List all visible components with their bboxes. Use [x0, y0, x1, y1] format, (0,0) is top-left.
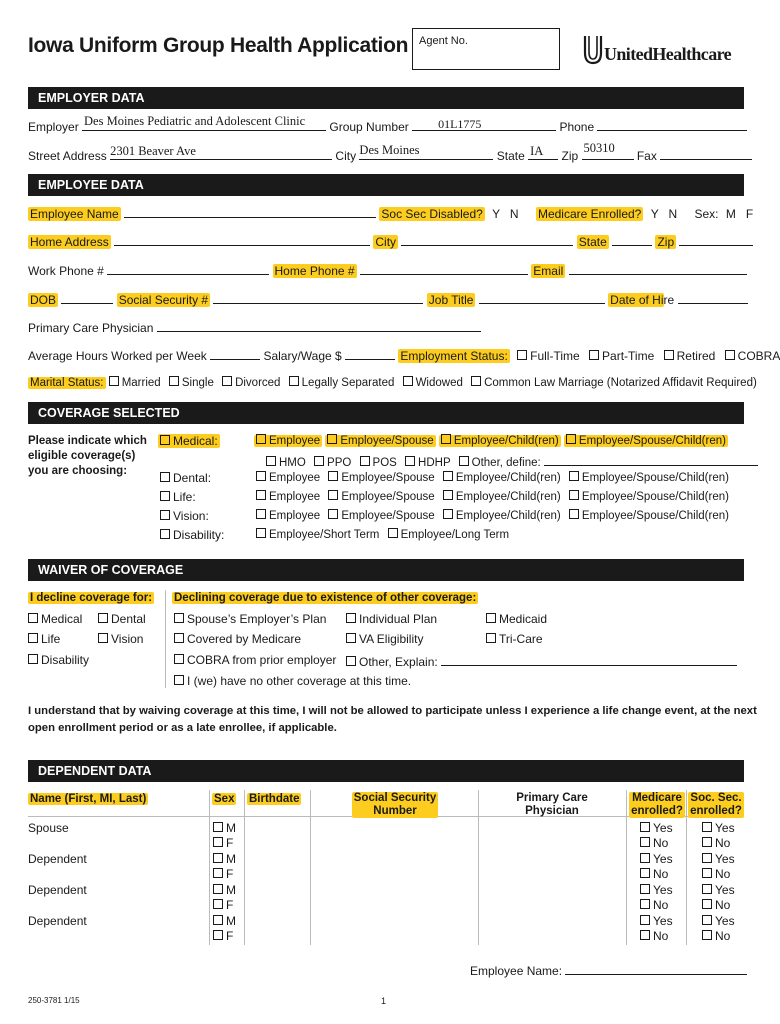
- checkbox-icon: [405, 456, 415, 466]
- employee-zip-label: Zip: [657, 235, 675, 249]
- col-header-medicare: Medicare enrolled?: [631, 792, 683, 817]
- checkbox-icon: [160, 491, 170, 501]
- dependent-sex-options[interactable]: M F: [213, 914, 236, 944]
- life-tier-employee-spouse[interactable]: Employee/Spouse: [328, 491, 434, 503]
- reason-tricare[interactable]: Tri-Care: [486, 632, 543, 646]
- dependent-socsec-options[interactable]: Yes No: [702, 821, 735, 851]
- dependent-sex-options[interactable]: M F: [213, 852, 236, 882]
- employee-state-label: State: [578, 235, 607, 249]
- dependent-medicare-options[interactable]: Yes No: [640, 883, 673, 913]
- ssn-field[interactable]: [213, 291, 423, 304]
- zip-field[interactable]: [582, 141, 634, 160]
- checkbox-icon: [569, 471, 579, 481]
- disability-short-term[interactable]: Employee/Short Term: [256, 529, 379, 541]
- employment-option-part-time[interactable]: Part-Time: [589, 349, 654, 363]
- checkbox-icon: [702, 853, 712, 863]
- col-divider: [478, 790, 479, 945]
- col-divider: [310, 790, 311, 945]
- checkbox-icon: [725, 350, 735, 360]
- medical-tier-employee[interactable]: Employee: [254, 435, 322, 447]
- col-header-birthdate: Birthdate: [249, 793, 300, 805]
- dental-tier-employee-spouse-children[interactable]: Employee/Spouse/Child(ren): [569, 472, 729, 484]
- vision-tier-employee-spouse-children[interactable]: Employee/Spouse/Child(ren): [569, 510, 729, 522]
- sex-options[interactable]: M F: [725, 207, 754, 221]
- coverage-instruction: Please indicate which eligible coverage(s) you are choosing:: [28, 435, 147, 477]
- phone-field[interactable]: [597, 118, 747, 131]
- decline-vision[interactable]: Vision: [98, 632, 143, 646]
- employee-city-label: City: [375, 235, 397, 249]
- dependent-medicare-options[interactable]: Yes No: [640, 852, 673, 882]
- checkbox-icon: [213, 822, 223, 832]
- street-address-field[interactable]: [110, 144, 332, 160]
- state-field[interactable]: [528, 144, 558, 160]
- decline-label: I decline coverage for:: [30, 592, 153, 604]
- reason-other[interactable]: Other, Explain:: [346, 653, 737, 669]
- decline-life[interactable]: Life: [28, 632, 60, 646]
- checkbox-icon: [640, 822, 650, 832]
- checkbox-icon: [213, 930, 223, 940]
- email-label: Email: [533, 264, 564, 278]
- pcp-label: Primary Care Physician: [28, 321, 154, 335]
- checkbox-icon: [174, 633, 184, 643]
- work-phone-field[interactable]: [107, 262, 269, 275]
- checkbox-icon: [213, 884, 223, 894]
- job-title-field[interactable]: [479, 291, 605, 304]
- employee-city-field[interactable]: [401, 233, 573, 246]
- checkbox-icon: [28, 633, 38, 643]
- decline-medical[interactable]: Medical: [28, 612, 82, 626]
- email-field[interactable]: [569, 262, 747, 275]
- work-phone-label: Work Phone #: [28, 264, 104, 278]
- employer-label: Employer: [28, 120, 79, 134]
- street-address-value: 2301 Beaver Ave: [110, 144, 196, 158]
- hours-salary-row: [28, 347, 780, 363]
- street-address-label: Street Address: [28, 149, 107, 163]
- col-header-name: Name (First, MI, Last): [30, 793, 147, 805]
- checkbox-icon: [328, 509, 338, 519]
- checkbox-icon: [327, 434, 337, 444]
- medicare-enrolled-label: Medicare Enrolled?: [537, 207, 642, 221]
- checkbox-icon: [566, 434, 576, 444]
- col-divider: [244, 790, 245, 945]
- checkbox-icon: [174, 675, 184, 685]
- checkbox-icon: [289, 376, 299, 386]
- dependent-socsec-options[interactable]: Yes No: [702, 852, 735, 882]
- home-address-label: Home Address: [30, 235, 109, 249]
- checkbox-icon: [328, 490, 338, 500]
- checkbox-icon: [174, 654, 184, 664]
- salary-field[interactable]: [345, 347, 395, 360]
- employee-data-section-header: EMPLOYEE DATA: [28, 174, 744, 196]
- checkbox-icon: [28, 613, 38, 623]
- vision-tiers-row: [256, 509, 729, 523]
- soc-sec-disabled-yn[interactable]: Y N: [492, 207, 519, 221]
- waiver-divider: [165, 590, 166, 688]
- date-of-hire-label: Date of Hi: [610, 293, 664, 307]
- page-title: Iowa Uniform Group Health Application: [28, 34, 409, 57]
- employee-zip-field[interactable]: [679, 233, 753, 246]
- medical-tiers-row: [254, 434, 728, 448]
- employer-field[interactable]: [82, 114, 326, 131]
- disability-long-term[interactable]: Employee/Long Term: [388, 529, 509, 541]
- avg-hours-field[interactable]: [210, 347, 260, 360]
- dependent-row-label: Dependent: [28, 883, 87, 897]
- marital-option-divorced[interactable]: Divorced: [222, 377, 280, 389]
- marital-option-single[interactable]: Single: [169, 377, 214, 389]
- checkbox-icon: [28, 654, 38, 664]
- employee-name-footer-label: Employee Name:: [470, 964, 563, 978]
- dob-ssn-row: [28, 291, 748, 307]
- phone-email-row: [28, 262, 747, 278]
- checkbox-icon: [640, 915, 650, 925]
- medical-plan-types-row: [266, 453, 758, 470]
- checkbox-icon: [256, 471, 266, 481]
- fax-label: Fax: [636, 149, 657, 163]
- dependent-sex-options[interactable]: M F: [213, 821, 236, 851]
- checkbox-icon: [360, 456, 370, 466]
- medical-label[interactable]: Medical:: [158, 434, 220, 448]
- dependent-section-header: DEPENDENT DATA: [28, 760, 744, 782]
- salary-label: Salary/Wage $: [263, 349, 342, 363]
- city-field[interactable]: [359, 143, 493, 160]
- reason-no-other-coverage[interactable]: I (we) have no other coverage at this time.: [174, 674, 411, 688]
- checkbox-icon: [702, 930, 712, 940]
- checkbox-icon: [640, 868, 650, 878]
- reason-medicaid[interactable]: Medicaid: [486, 612, 547, 626]
- city-value: Des Moines: [359, 143, 420, 157]
- col-header-pcp: Primary Care Physician: [516, 792, 588, 817]
- checkbox-icon: [314, 456, 324, 466]
- medicare-enrolled-yn[interactable]: Y N: [650, 207, 678, 221]
- vision-tier-employee-spouse[interactable]: Employee/Spouse: [328, 510, 434, 522]
- employer-value: Des Moines Pediatric and Adolescent Clinic: [84, 114, 306, 128]
- checkbox-icon: [346, 633, 356, 643]
- reason-individual-plan[interactable]: Individual Plan: [346, 612, 437, 626]
- checkbox-icon: [702, 899, 712, 909]
- checkbox-icon: [702, 868, 712, 878]
- soc-sec-disabled-label: Soc Sec Disabled?: [381, 207, 483, 221]
- home-address-row: [28, 233, 753, 249]
- dependent-socsec-options[interactable]: Yes No: [702, 914, 735, 944]
- checkbox-icon: [222, 376, 232, 386]
- employment-option-cobra[interactable]: COBRA: [725, 349, 780, 363]
- checkbox-icon: [640, 837, 650, 847]
- plan-type-hmo[interactable]: HMO: [266, 457, 306, 469]
- employee-name-row: [28, 205, 753, 221]
- marital-option-widowed[interactable]: Widowed: [403, 377, 463, 389]
- checkbox-icon: [443, 490, 453, 500]
- state-value: IA: [530, 144, 544, 158]
- marital-option-married[interactable]: Married: [109, 377, 161, 389]
- decline-disability[interactable]: Disability: [28, 653, 89, 667]
- plan-type-other[interactable]: Other, define:: [459, 457, 541, 469]
- disability-label[interactable]: Disability:: [160, 528, 224, 542]
- form-id: 250-3781 1/15: [28, 996, 80, 1005]
- checkbox-icon: [702, 837, 712, 847]
- checkbox-icon: [569, 509, 579, 519]
- dependent-medicare-options[interactable]: Yes No: [640, 914, 673, 944]
- dental-tiers-row: [256, 471, 729, 485]
- checkbox-icon: [174, 613, 184, 623]
- plan-type-hdhp[interactable]: HDHP: [405, 457, 450, 469]
- coverage-selected-section-header: COVERAGE SELECTED: [28, 402, 744, 424]
- dob-label: DOB: [30, 293, 57, 307]
- col-divider: [626, 790, 627, 945]
- employee-name-footer-row: [470, 962, 747, 978]
- life-label[interactable]: Life:: [160, 490, 196, 504]
- medical-tier-employee-spouse[interactable]: Employee/Spouse: [325, 435, 435, 447]
- vision-label[interactable]: Vision:: [160, 509, 209, 523]
- dob-field[interactable]: [61, 291, 113, 304]
- plan-type-other-field[interactable]: [544, 453, 758, 466]
- reason-va[interactable]: VA Eligibility: [346, 632, 423, 646]
- reason-other-field[interactable]: [441, 653, 737, 666]
- checkbox-icon: [213, 899, 223, 909]
- checkbox-icon: [98, 633, 108, 643]
- checkbox-icon: [160, 510, 170, 520]
- life-tier-employee-children[interactable]: Employee/Child(ren): [443, 491, 561, 503]
- plan-type-pos[interactable]: POS: [360, 457, 397, 469]
- checkbox-icon: [569, 490, 579, 500]
- dependent-row-label: Spouse: [28, 821, 69, 835]
- checkbox-icon: [443, 509, 453, 519]
- home-phone-field[interactable]: [360, 262, 528, 275]
- date-of-hire-label-tail: re: [663, 293, 675, 307]
- marital-option-common-law[interactable]: Common Law Marriage (Notarized Affidavit Required): [471, 377, 757, 389]
- group-number-label: Group Number: [329, 120, 409, 134]
- brand-logo-icon: [582, 34, 604, 66]
- marital-status-row: [28, 376, 757, 390]
- plan-type-ppo[interactable]: PPO: [314, 457, 351, 469]
- checkbox-icon: [169, 376, 179, 386]
- reason-label: Declining coverage due to existence of other coverage:: [174, 592, 477, 604]
- checkbox-icon: [471, 376, 481, 386]
- agent-number-label: Agent No.: [419, 35, 468, 47]
- col-divider: [686, 790, 687, 945]
- marital-option-legally-separated[interactable]: Legally Separated: [289, 377, 395, 389]
- city-label: City: [335, 149, 357, 163]
- sex-label: Sex:: [694, 207, 719, 221]
- checkbox-icon: [441, 434, 451, 444]
- checkbox-icon: [160, 529, 170, 539]
- checkbox-icon: [640, 930, 650, 940]
- brand-name: UnitedHealthcare: [604, 44, 732, 64]
- checkbox-icon: [517, 350, 527, 360]
- checkbox-icon: [664, 350, 674, 360]
- checkbox-icon: [702, 915, 712, 925]
- employment-status-label: Employment Status:: [400, 349, 508, 363]
- checkbox-icon: [213, 915, 223, 925]
- checkbox-icon: [486, 613, 496, 623]
- employment-option-full-time[interactable]: Full-Time: [517, 349, 580, 363]
- checkbox-icon: [256, 509, 266, 519]
- checkbox-icon: [640, 899, 650, 909]
- zip-value: 50310: [583, 141, 615, 155]
- employee-name-label: Employee Name: [30, 207, 119, 221]
- ssn-label: Social Security #: [118, 293, 209, 307]
- dental-tier-employee[interactable]: Employee: [256, 472, 320, 484]
- medical-tier-employee-spouse-children[interactable]: Employee/Spouse/Child(ren): [564, 435, 728, 447]
- dependent-row-label: Dependent: [28, 914, 87, 928]
- checkbox-icon: [403, 376, 413, 386]
- checkbox-icon: [459, 456, 469, 466]
- dental-tier-employee-spouse[interactable]: Employee/Spouse: [328, 472, 434, 484]
- dental-label[interactable]: Dental:: [160, 471, 211, 485]
- group-number-value: 01L1775: [438, 117, 482, 131]
- group-number-field[interactable]: [412, 118, 556, 131]
- reason-medicare[interactable]: Covered by Medicare: [174, 632, 301, 646]
- checkbox-icon: [256, 490, 266, 500]
- disability-tiers-row: [256, 528, 509, 542]
- dependent-row-label: Dependent: [28, 852, 87, 866]
- fax-field[interactable]: [660, 147, 752, 160]
- checkbox-icon: [346, 613, 356, 623]
- avg-hours-label: Average Hours Worked per Week: [28, 349, 207, 363]
- dental-tier-employee-children[interactable]: Employee/Child(ren): [443, 472, 561, 484]
- marital-status-label: Marital Status:: [30, 377, 104, 389]
- checkbox-icon: [388, 528, 398, 538]
- checkbox-icon: [640, 884, 650, 894]
- vision-tier-employee-children[interactable]: Employee/Child(ren): [443, 510, 561, 522]
- checkbox-icon: [486, 633, 496, 643]
- checkbox-icon: [160, 472, 170, 482]
- checkbox-icon: [213, 837, 223, 847]
- checkbox-icon: [702, 884, 712, 894]
- waiver-section-header: WAIVER OF COVERAGE: [28, 559, 744, 581]
- employer-data-section-header: EMPLOYER DATA: [28, 87, 744, 109]
- life-tiers-row: [256, 490, 729, 504]
- reason-cobra[interactable]: COBRA from prior employer: [174, 653, 336, 667]
- medical-tier-employee-children[interactable]: Employee/Child(ren): [439, 435, 561, 447]
- checkbox-icon: [640, 853, 650, 863]
- decline-dental[interactable]: Dental: [98, 612, 146, 626]
- checkbox-icon: [328, 471, 338, 481]
- col-divider: [209, 790, 210, 945]
- checkbox-icon: [346, 656, 356, 666]
- employee-name-field[interactable]: [124, 205, 376, 218]
- col-header-sex: Sex: [214, 793, 235, 805]
- checkbox-icon: [160, 435, 170, 445]
- employee-name-footer-field[interactable]: [565, 962, 747, 975]
- vision-tier-employee[interactable]: Employee: [256, 510, 320, 522]
- home-address-field[interactable]: [114, 233, 370, 246]
- life-tier-employee-spouse-children[interactable]: Employee/Spouse/Child(ren): [569, 491, 729, 503]
- checkbox-icon: [109, 376, 119, 386]
- life-tier-employee[interactable]: Employee: [256, 491, 320, 503]
- home-phone-label: Home Phone #: [274, 264, 355, 278]
- job-title-label: Job Title: [428, 293, 474, 307]
- waiver-statement: I understand that by waiving coverage at this time, I will not be allowed to participate unless I experience a life change event, at the next open enrollment period or as a late enrollee, if applicable.: [28, 705, 757, 734]
- checkbox-icon: [443, 471, 453, 481]
- zip-label: Zip: [561, 149, 579, 163]
- pcp-row: [28, 319, 481, 335]
- col-header-socsec: Soc. Sec. enrolled?: [690, 792, 742, 817]
- employer-address-row: [28, 141, 752, 163]
- checkbox-icon: [702, 822, 712, 832]
- checkbox-icon: [266, 456, 276, 466]
- phone-label: Phone: [559, 120, 595, 134]
- employer-row: [28, 114, 747, 134]
- checkbox-icon: [213, 853, 223, 863]
- checkbox-icon: [256, 528, 266, 538]
- checkbox-icon: [213, 868, 223, 878]
- pcp-field[interactable]: [157, 319, 481, 332]
- checkbox-icon: [589, 350, 599, 360]
- checkbox-icon: [98, 613, 108, 623]
- checkbox-icon: [256, 434, 266, 444]
- page-number: 1: [381, 996, 387, 1006]
- agent-number-field[interactable]: [412, 28, 560, 70]
- employment-option-retired[interactable]: Retired: [664, 349, 716, 363]
- dependent-sex-options[interactable]: M F: [213, 883, 236, 913]
- col-header-ssn: Social Security Number: [353, 792, 437, 817]
- dependent-medicare-options[interactable]: Yes No: [640, 821, 673, 851]
- employee-state-field[interactable]: [612, 233, 652, 246]
- dependent-socsec-options[interactable]: Yes No: [702, 883, 735, 913]
- state-label: State: [496, 149, 525, 163]
- reason-spouse-plan[interactable]: Spouse’s Employer’s Plan: [174, 612, 326, 626]
- date-of-hire-field[interactable]: [678, 291, 748, 304]
